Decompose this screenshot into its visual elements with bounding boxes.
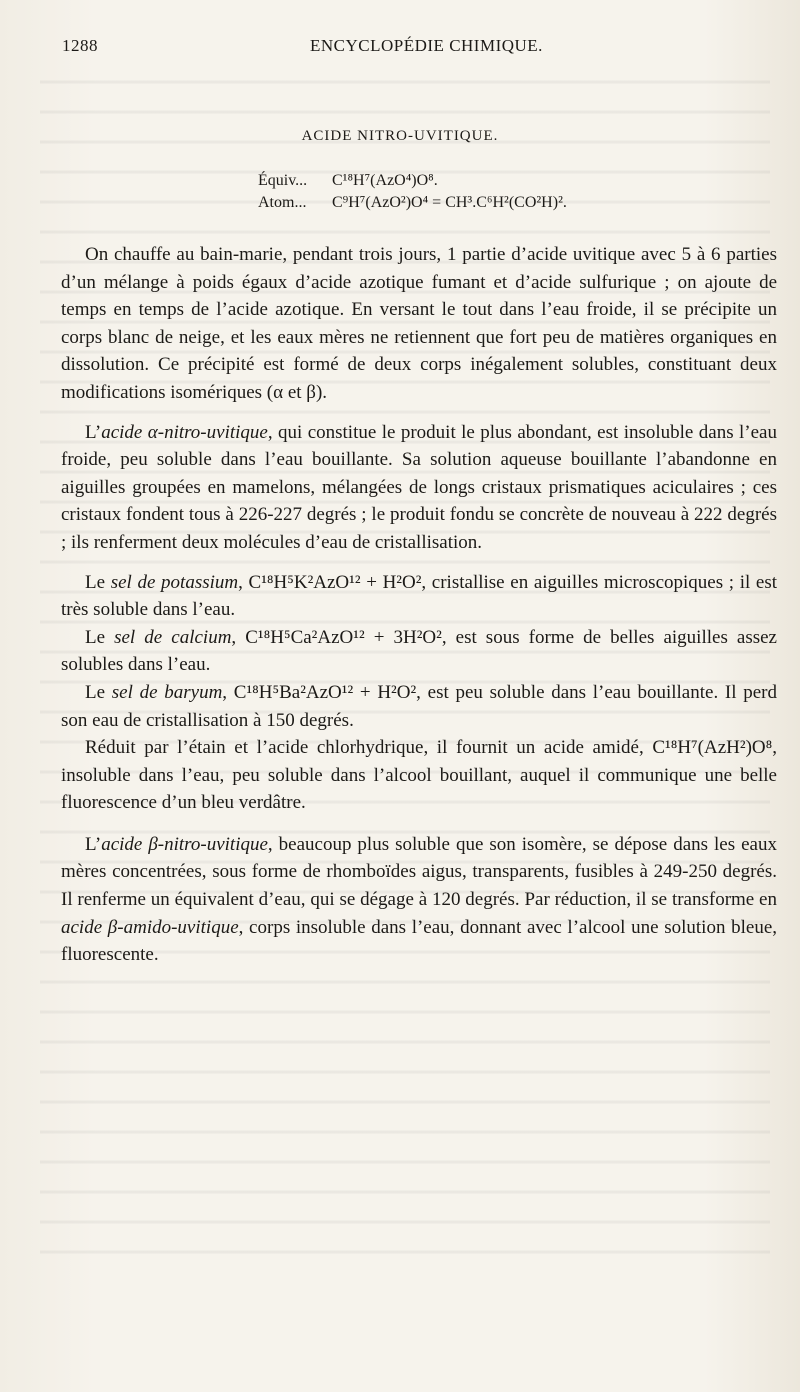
calcium-lead: Le <box>85 626 115 648</box>
paragraph-preparation: On chauffe au bain-marie, pendant trois jours, 1 partie d’acide uvitique avec 5 à 6 parties d’un mélange à poids égaux d’acide azotique fumant et d’acide sulfurique ; on ajoute de temps en temps de l’acide azotique. En versant le tout dans l’eau froide, il se précipite un corps blanc de neige, et les eaux mères ne retiennent que fort peu de matières organiques en dissolution. Ce précipité est formé de deux corps inégalement solubles, constituant deux modifications isomériques (α et β). <box>61 244 777 403</box>
atom-value: C⁹H⁷(AzO²)O⁴ = CH³.C⁶H²(CO²H)². <box>332 194 567 211</box>
formula-block <box>258 170 567 214</box>
calcium-term: sel de calcium <box>114 626 232 648</box>
paragraph-potassium-salt <box>61 569 777 624</box>
beta-acid-term: acide β-nitro-uvitique <box>101 833 268 855</box>
paragraph-alpha-acid <box>61 419 777 557</box>
barium-lead: Le <box>85 681 112 703</box>
potassium-lead: Le <box>85 571 111 593</box>
alpha-acid-text: , qui constitue le produit le plus abondant, est insoluble dans l’eau froide, peu soluble dans l’eau bouillante. Sa solution aqueuse bouillante l’abandonne en aiguilles groupées en mamelons, mélangées de longs cristaux prismatiques aciculaires ; ces cristaux fondent tous à 226-227 degrés ; le produit fondu se concrète de nouveau à 222 degrés ; ils renferment deux molécules d’eau de cristallisation. <box>61 421 777 553</box>
beta-amido-term: acide β-amido-uvitique <box>61 916 239 938</box>
potassium-term: sel de potassium <box>110 571 239 593</box>
beta-acid-text: , beaucoup plus soluble que son isomère, se dépose dans les eaux mères concentrées, sous forme de rhomboïdes aigus, transparents, fusibles à 249-250 degrés. Il renferme un équivalent d’eau, qui se dégage à 120 degrés. Par réduction, il se transforme en <box>61 833 777 911</box>
barium-term: sel de baryum <box>111 681 223 703</box>
atom-label: Atom... <box>258 194 307 211</box>
equiv-value: C¹⁸H⁷(AzO⁴)O⁸. <box>332 172 438 189</box>
potassium-text: , C¹⁸H⁵K²AzO¹² + H²O², cristallise en aiguilles microscopiques ; il est très soluble dans l’eau. <box>61 571 778 621</box>
beta-acid-text-end: , corps insoluble dans l’eau, donnant avec l’alcool une solution bleue, fluorescente. <box>61 916 778 966</box>
paragraph-beta-acid <box>61 831 777 969</box>
paragraph-reduction: Réduit par l’étain et l’acide chlorhydrique, il fournit un acide amidé, C¹⁸H⁷(AzH²)O⁸, insoluble dans l’eau, peu soluble dans l’alcool bouillant, auquel il communique une belle fluorescence d’un bleu verdâtre. <box>61 737 777 814</box>
page-number: 1288 <box>62 36 98 55</box>
alpha-acid-lead: L’ <box>85 421 102 443</box>
page-header <box>62 36 742 56</box>
running-title: ENCYCLOPÉDIE CHIMIQUE. <box>310 36 543 55</box>
equiv-formula-line <box>258 170 567 192</box>
atom-formula-line <box>258 192 567 214</box>
paragraph-barium-salt <box>61 679 777 734</box>
paragraph-calcium-salt <box>61 624 777 679</box>
alpha-acid-term: acide α-nitro-uvitique <box>101 421 268 443</box>
barium-text: , C¹⁸H⁵Ba²AzO¹² + H²O², est peu soluble dans l’eau bouillante. Il perd son eau de cristallisation à 150 degrés. <box>61 681 777 731</box>
body-text <box>61 241 777 969</box>
section-title: ACIDE NITRO-UVITIQUE. <box>301 128 499 144</box>
beta-acid-lead: L’ <box>85 833 102 855</box>
calcium-text: , C¹⁸H⁵Ca²AzO¹² + 3H²O², est sous forme de belles aiguilles assez solubles dans l’eau. <box>61 626 777 676</box>
equiv-label: Équiv... <box>258 172 308 189</box>
